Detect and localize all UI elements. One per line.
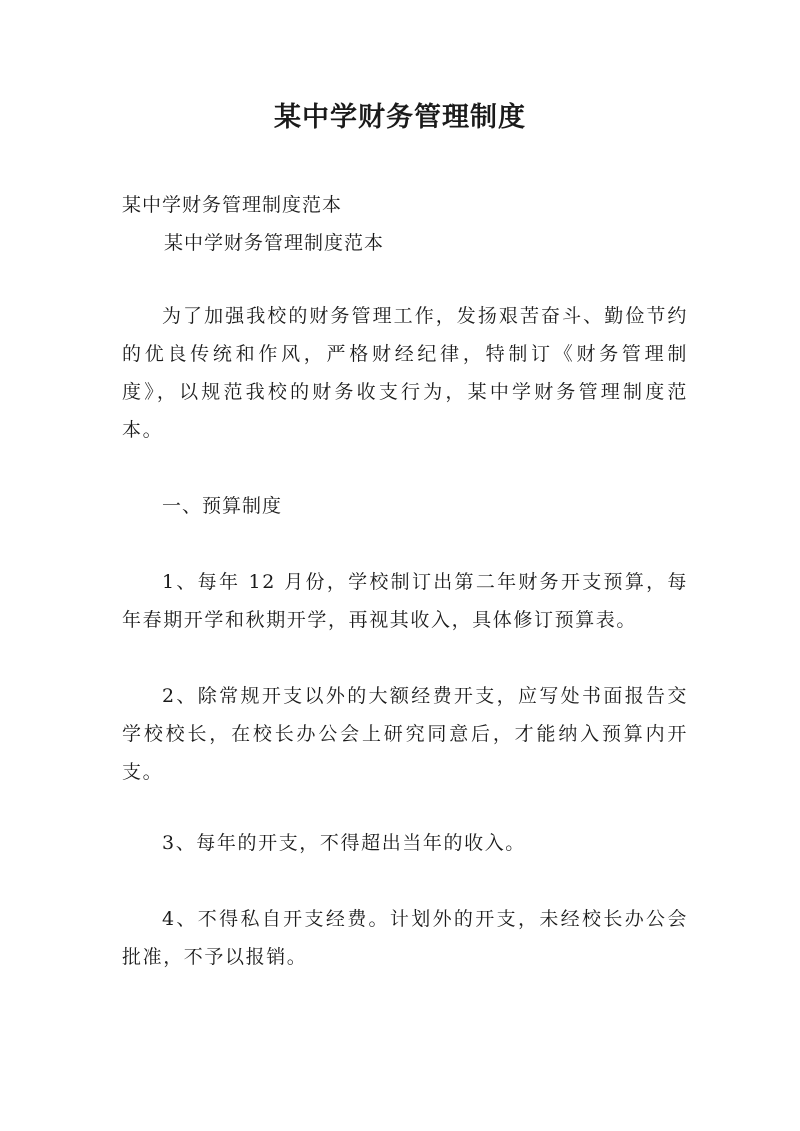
subtitle-line-1: 某中学财务管理制度范本 — [122, 194, 343, 216]
paragraph-item-1: 1、每年 12 月份，学校制订出第二年财务开支预算，每年春期开学和秋期开学，再视其收入，具体修订预算表。 — [122, 571, 688, 631]
section-heading-budget: 一、预算制度 — [162, 495, 283, 517]
paragraph-item-3: 3、每年的开支，不得超出当年的收入。 — [162, 832, 526, 854]
subtitle-line-2: 某中学财务管理制度范本 — [164, 232, 385, 254]
document-title: 某中学财务管理制度 — [274, 102, 526, 133]
paragraph-item-4: 4、不得私自开支经费。计划外的开支，未经校长办公会批准，不予以报销。 — [122, 908, 688, 968]
paragraph-item-2: 2、除常规开支以外的大额经费开支，应写处书面报告交学校校长，在校长办公会上研究同意后，才能纳入预算内开支。 — [122, 685, 688, 783]
intro-paragraph: 为了加强我校的财务管理工作，发扬艰苦奋斗、勤俭节约的优良传统和作风，严格财经纪律，特制订《财务管理制度》，以规范我校的财务收支行为，某中学财务管理制度范本。 — [122, 305, 688, 441]
